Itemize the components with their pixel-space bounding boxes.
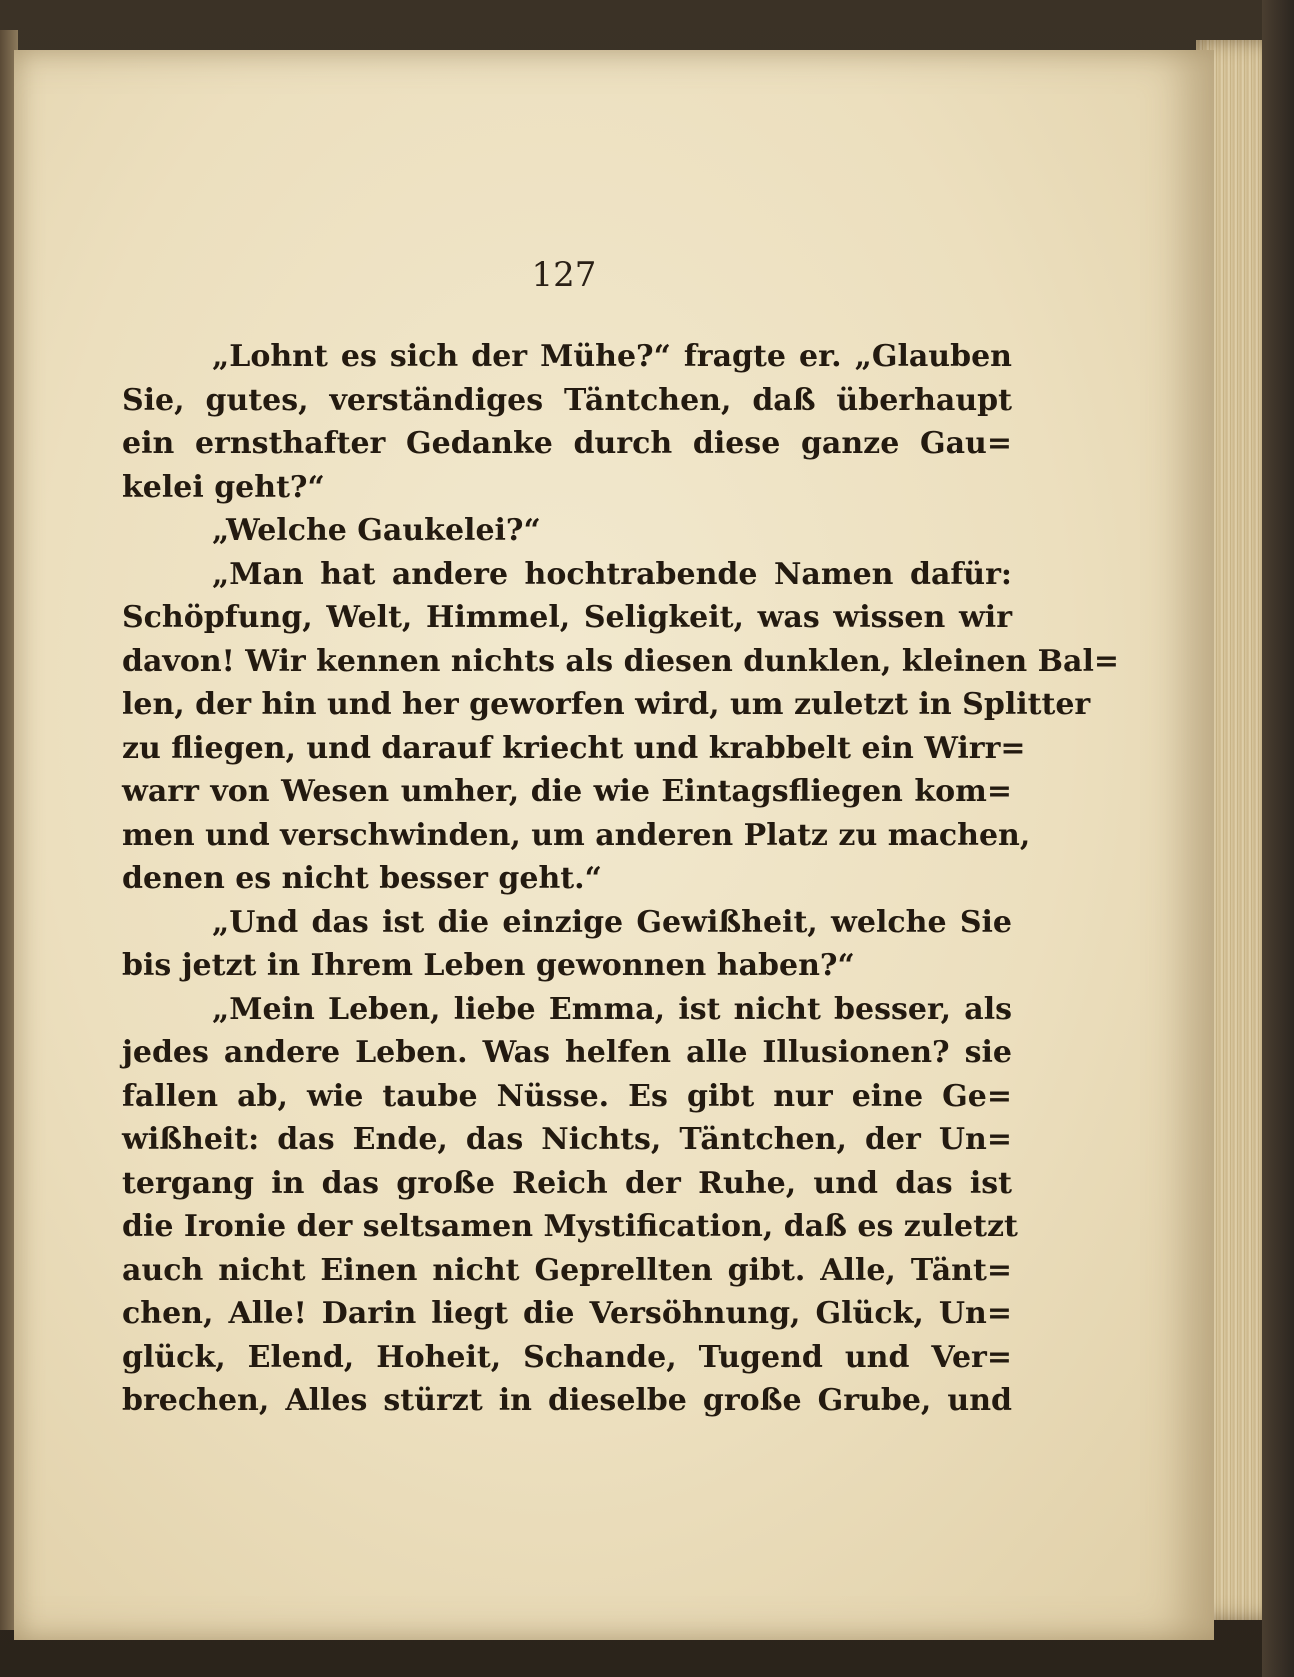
text-line: brechen, Alles stürzt in dieselbe große Grube, und	[122, 1383, 1012, 1418]
text-line: zu fliegen, und darauf kriecht und krabbelt ein Wirr=	[122, 730, 1026, 766]
text-line: denen es nicht besser geht.“	[122, 861, 602, 896]
text-line: Schöpfung, Welt, Himmel, Seligkeit, was wissen wir	[122, 600, 1012, 635]
text-line: fallen ab, wie taube Nüsse. Es gibt nur eine Ge=	[122, 1078, 1012, 1114]
text-line: men und verschwinden, um anderen Platz zu machen,	[122, 817, 1031, 853]
text-line: auch nicht Einen nicht Geprellten gibt. Alle, Tänt=	[122, 1252, 1012, 1288]
text-line: „Und das ist die einzige Gewißheit, welche Sie	[212, 904, 1012, 940]
text-line: „Welche Gaukelei?“	[212, 513, 541, 548]
text-line: jedes andere Leben. Was helfen alle Illusionen? sie	[122, 1035, 1012, 1070]
text-line: chen, Alle! Darin liegt die Versöhnung, Glück, Un=	[122, 1296, 1012, 1331]
text-line: ein ernsthafter Gedanke durch diese ganze Gau=	[122, 426, 1012, 461]
text-line: die Ironie der seltsamen Mystification, daß es zuletzt	[122, 1209, 1018, 1244]
book-cover-edge	[1262, 0, 1294, 1677]
page-text	[122, 335, 1119, 1423]
text-line: wißheit: das Ende, das Nichts, Täntchen, der Un=	[122, 1122, 1012, 1157]
text-line: glück, Elend, Hoheit, Schande, Tugend und Ver=	[122, 1339, 1012, 1375]
text-line: Sie, gutes, verständiges Täntchen, daß überhaupt	[122, 382, 1012, 418]
text-line: „Lohnt es sich der Mühe?“ fragte er. „Glauben	[212, 339, 1012, 374]
text-line: bis jetzt in Ihrem Leben gewonnen haben?“	[122, 948, 855, 983]
text-line: len, der hin und her geworfen wird, um zuletzt in Splitter	[122, 687, 1091, 722]
text-line: davon! Wir kennen nichts als diesen dunklen, kleinen Bal=	[122, 643, 1119, 679]
text-line: kelei geht?“	[122, 469, 325, 505]
text-line: „Man hat andere hochtrabende Namen dafür:	[212, 556, 1012, 592]
text-line: „Mein Leben, liebe Emma, ist nicht besser, als	[212, 991, 1012, 1027]
text-line: tergang in das große Reich der Ruhe, und das ist	[122, 1165, 1012, 1201]
page-number: 127	[531, 255, 597, 295]
text-line: warr von Wesen umher, die wie Eintagsfliegen kom=	[122, 774, 1012, 809]
book-page	[14, 50, 1214, 1640]
